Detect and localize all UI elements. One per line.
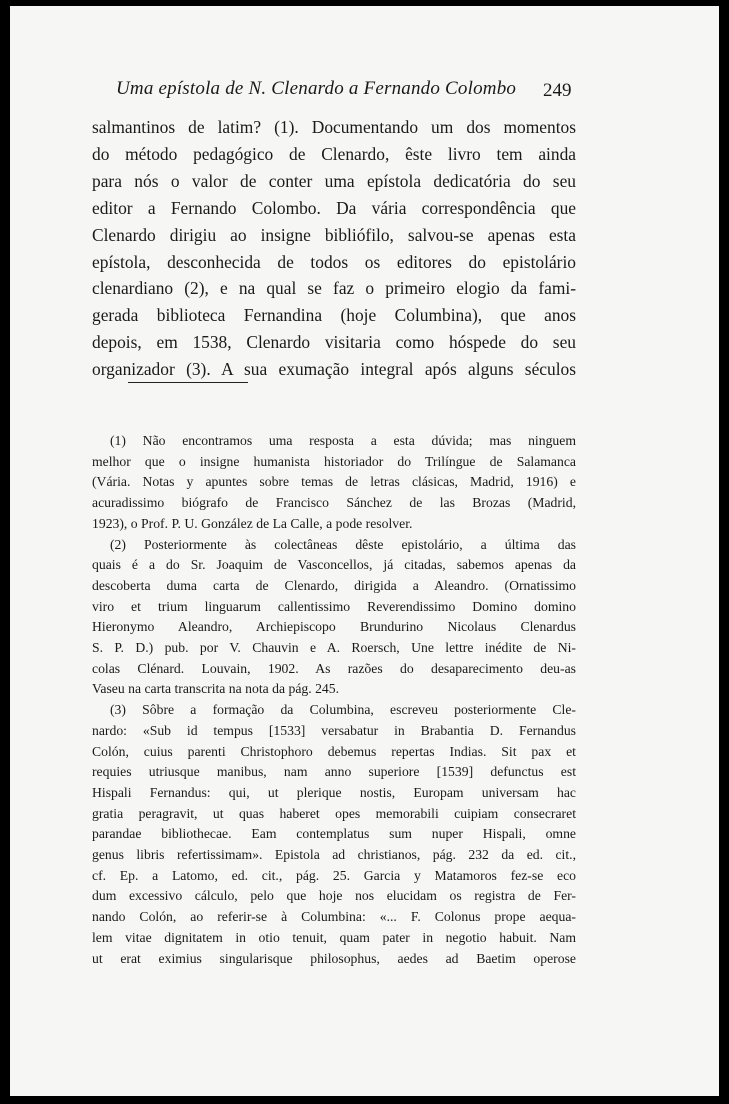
text-line: gerada biblioteca Fernandina (hoje Columbina), que anos (92, 305, 576, 326)
footnote-line: ut erat eximius singularisque philosophus, aedes ad Baetim operose (92, 950, 576, 966)
footnote-line: Hieronymo Aleandro, Archiepiscopo Brundurino Nicolaus Clenardus (92, 619, 576, 635)
footnote-line: colas Clénard. Louvain, 1902. As razões do desaparecimento deu-as (92, 660, 576, 676)
footnote-line: Colón, cuius parenti Christophoro debemus repertas Indias. Sit pax et (92, 743, 576, 759)
footnote-line: nando Colón, ao referir-se à Columbina: «... F. Colonus prope aequa- (92, 909, 576, 925)
text-line: para nós o valor de conter uma epístola dedicatória do seu (92, 170, 576, 191)
running-title: Uma epístola de N. Clenardo a Fernando Colombo (116, 78, 517, 99)
footnote-line: parandae bibliothecae. Eam contemplatus sum nuper Hispali, omne (92, 826, 576, 842)
footnote-line: melhor que o insigne humanista historiador do Trilíngue de Salamanca (92, 453, 576, 469)
footnote-line: viro et trium linguarum callentissimo Reverendissimo Domino domino (92, 598, 576, 614)
footnote-2 (92, 535, 576, 701)
text-line: salmantinos de latim? (1). Documentando um dos momentos (92, 117, 576, 137)
footnote-1 (92, 431, 576, 535)
text-line: depois, em 1538, Clenardo visitaria como hóspede do seu (92, 332, 576, 353)
page-number: 249 (543, 80, 572, 101)
footnote-line: 1923), o Prof. P. U. González de La Calle, a pode resolver. (92, 515, 413, 531)
footnote-line: gratia peragravit, ut quas haberet opes memorabili cuipiam consecraret (92, 805, 576, 821)
footnote-line: genus libris refertissimam». Epistola ad christianos, pág. 232 da ed. cit., (92, 847, 576, 863)
text-line: epístola, desconhecida de todos os editores do epistolário (92, 251, 576, 272)
footnote-line: requies utriusque manibus, nam anno superiore [1539] defunctus est (92, 764, 576, 780)
book-page (10, 6, 719, 1096)
footnote-line: S. P. D.) pub. por V. Chauvin e A. Roersch, Une lettre inédite de Ni- (92, 640, 576, 656)
footnote-line: lem vitae dignitatem in otio tenuit, quam pater in negotio habuit. Nam (92, 929, 576, 945)
text-line: editor a Fernando Colombo. Da vária correspondência que (92, 197, 576, 218)
footnote-line: (1) Não encontramos uma resposta a esta dúvida; mas ninguem (110, 433, 576, 448)
footnote-line: Vaseu na carta transcrita na nota da pág. 245. (92, 681, 340, 697)
footnote-line: cf. Ep. a Latomo, ed. cit., pág. 25. Garcia y Matamoros fez-se eco (92, 867, 576, 883)
footnote-line: (3) Sôbre a formação da Columbina, escreveu posteriormente Cle- (110, 702, 576, 718)
footnote-line: dum excessivo cálculo, pelo que hoje nos elucidam os registra de Fer- (92, 888, 576, 904)
footnote-separator (128, 382, 248, 383)
footnote-line: (2) Posteriormente às colectâneas dêste epistolário, a última das (110, 536, 576, 552)
footnote-line: quais é a do Sr. Joaquim de Vasconcellos, já citadas, sabemos apenas da (92, 557, 576, 573)
main-text (92, 114, 576, 383)
text-line: clenardiano (2), e na qual se faz o primeiro elogio da fami- (92, 278, 576, 299)
footnote-3 (92, 700, 576, 969)
footnote-line: nardo: «Sub id tempus [1533] versabatur in Brabantia D. Fernandus (92, 722, 576, 738)
footnotes (92, 431, 576, 969)
text-line: organizador (3). A sua exumação integral após alguns séculos (92, 359, 576, 380)
footnote-line: acuradissimo biógrafo de Francisco Sánchez de las Brozas (Madrid, (92, 495, 576, 511)
text-line: do método pedagógico de Clenardo, êste livro tem ainda (92, 143, 576, 164)
footnote-line: Hispali Fernandus: qui, ut plerique nostis, Europam universam hac (92, 784, 576, 800)
footnote-line: (Vária. Notas y apuntes sobre temas de letras clásicas, Madrid, 1916) e (92, 474, 576, 490)
footnote-line: descoberta duma carta de Clenardo, dirigida a Aleandro. (Ornatissimo (92, 577, 576, 593)
text-line: Clenardo dirigiu ao insigne bibliófilo, salvou-se apenas esta (92, 224, 576, 245)
